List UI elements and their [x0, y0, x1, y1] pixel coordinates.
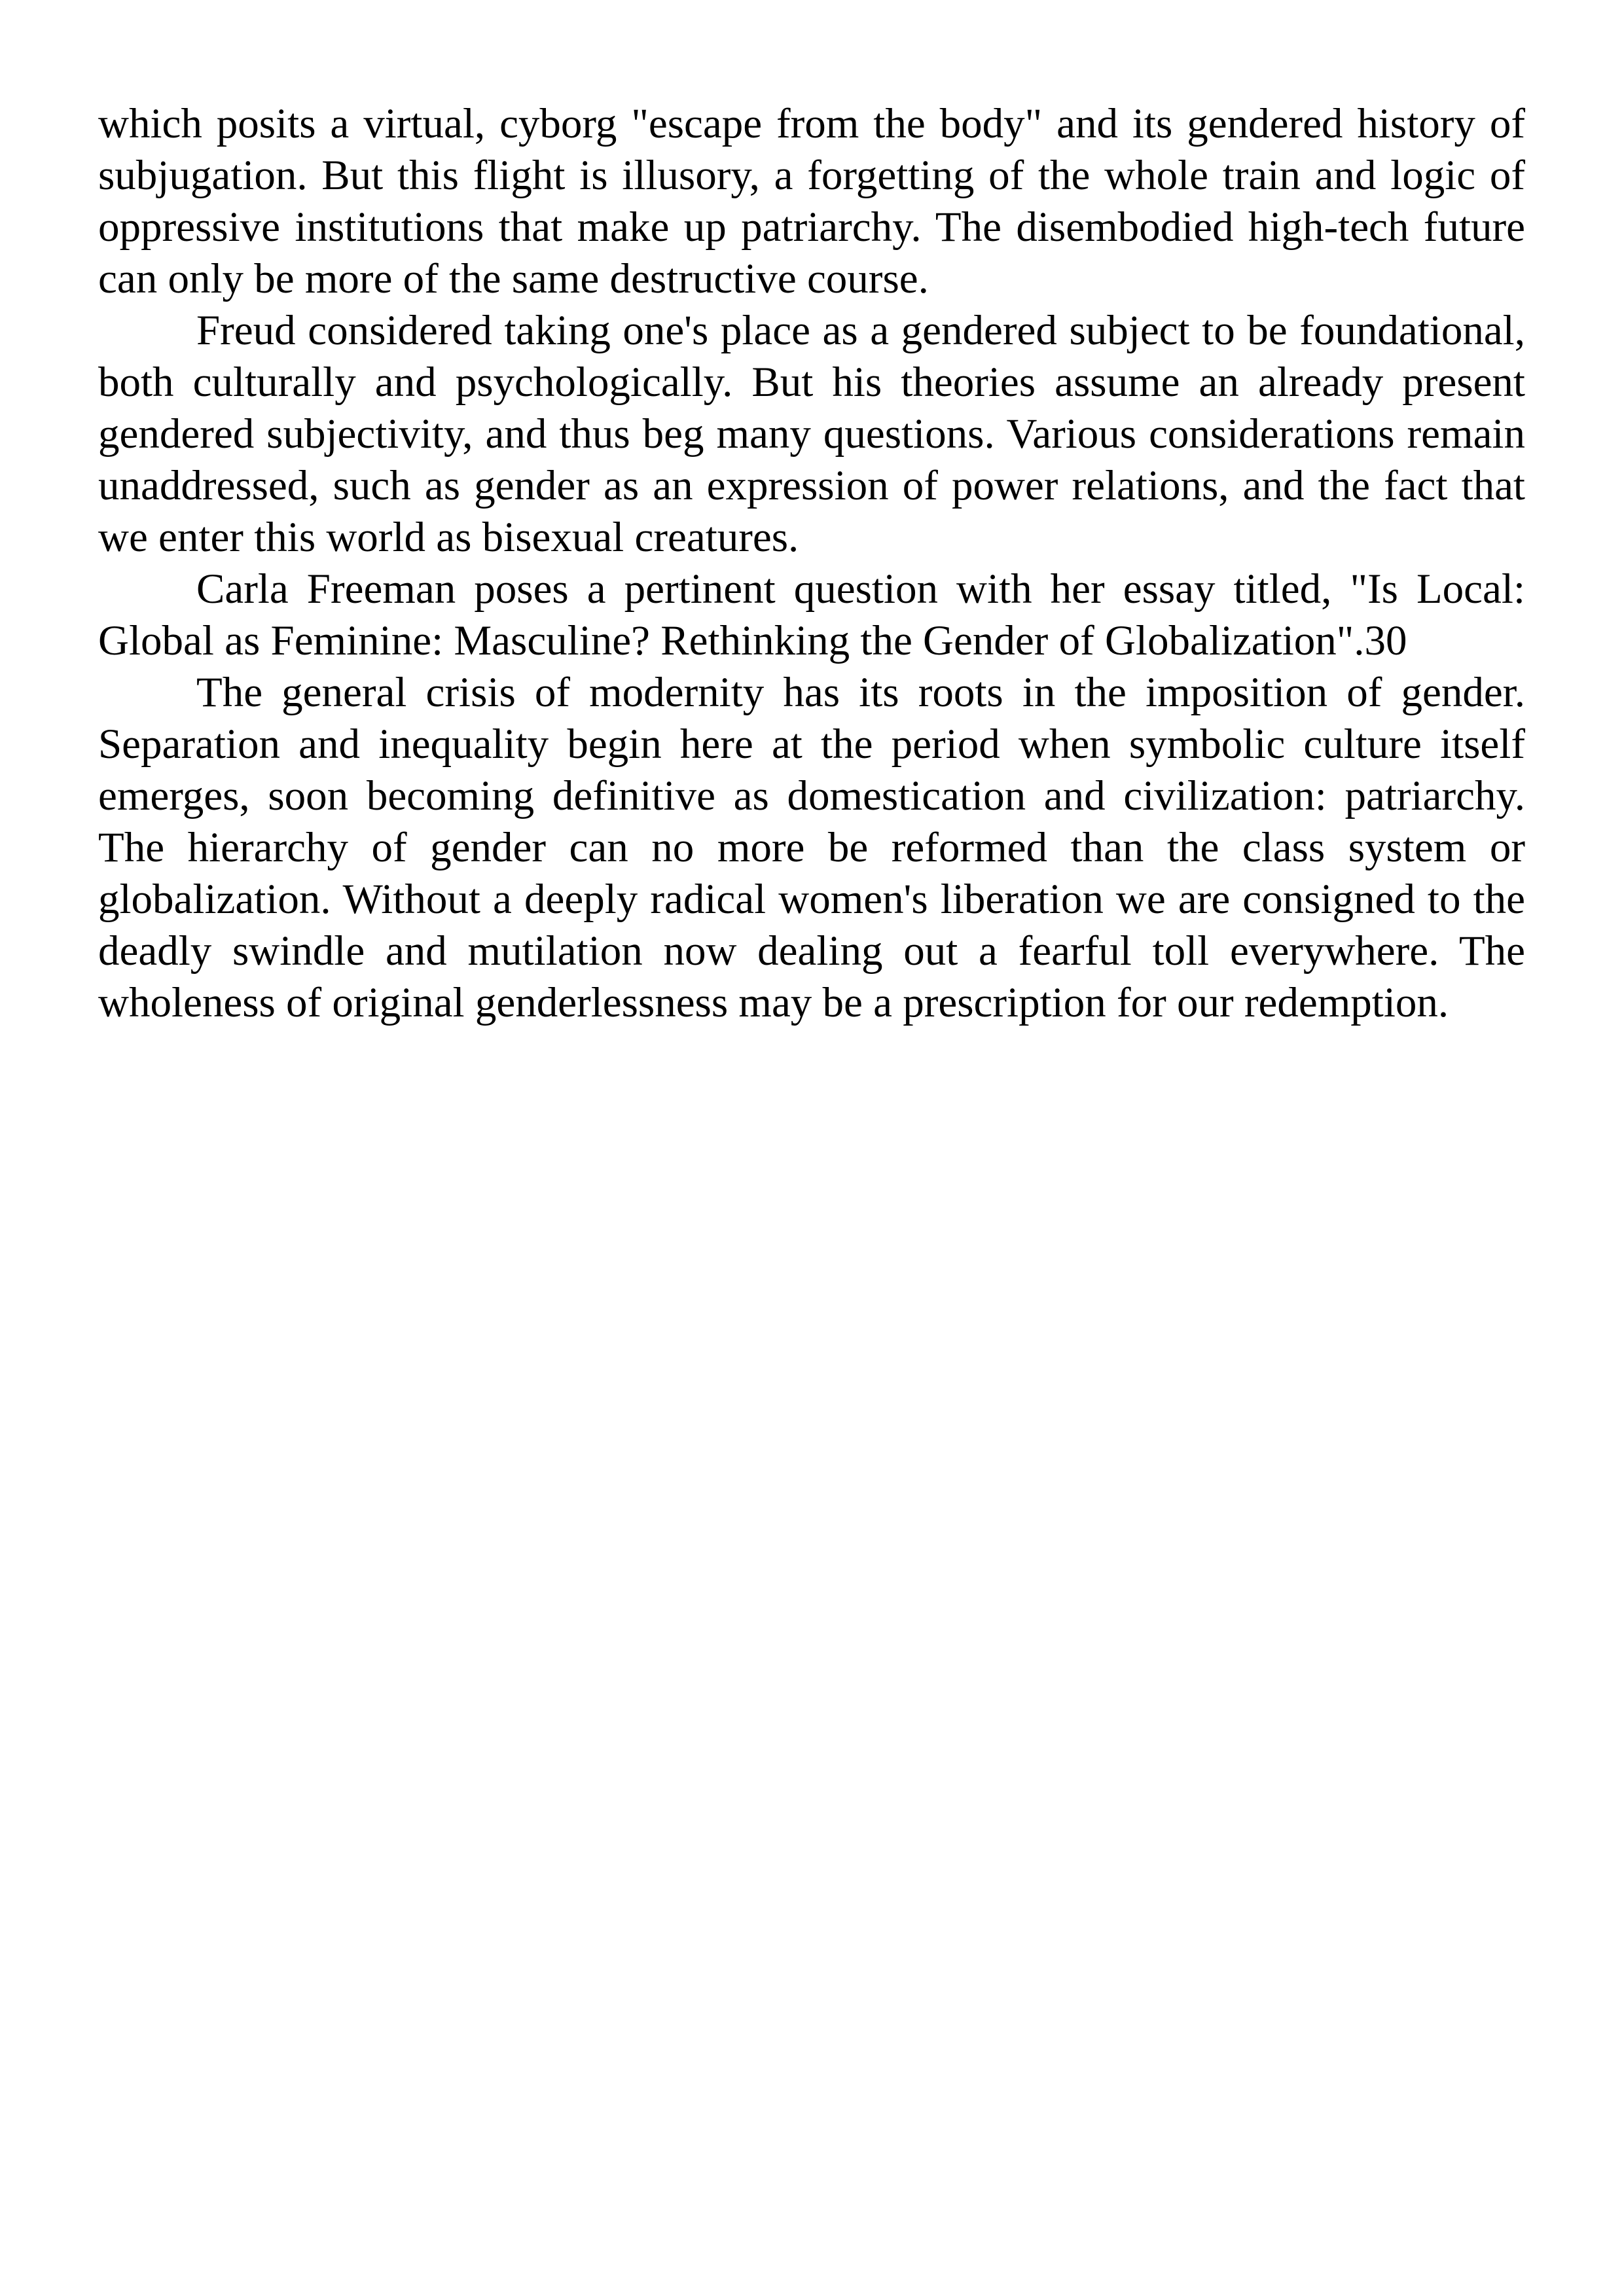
paragraph-freud: Freud considered taking one's place as a gendered subject to be foundational, both culturally and psychologically. But his theories assume an already present gendered subjectivity, and thus beg many questions. Various considerations remain unaddressed, such as gender as an expression of power relations, and the fact that we enter this world as bisexual creatures. [98, 307, 1525, 561]
body-text [98, 98, 1525, 1029]
paragraph-continuation: which posits a virtual, cyborg "escape from the body" and its gendered history of subjugation. But this flight is illusory, a forgetting of the whole train and logic of oppressive institutions that make up patriarchy. The disembodied high-tech future can only be more of the same destructive course. [98, 100, 1525, 302]
paragraph-crisis-of-modernity: The general crisis of modernity has its roots in the imposition of gender. Separation and inequality begin here at the period when symbolic culture itself emerges, soon becoming definitive as domestication and civilization: patriarchy. The hierarchy of gender can no more be reformed than the class system or globalization. Without a deeply radical women's liberation we are consigned to the deadly swindle and mutilation now dealing out a fearful toll everywhere. The wholeness of original genderlessness may be a prescription for our redemption. [98, 669, 1525, 1026]
paragraph-freeman: Carla Freeman poses a pertinent question with her essay titled, "Is Local: Global as Feminine: Masculine? Rethinking the Gender of Globalization".30 [98, 565, 1525, 664]
